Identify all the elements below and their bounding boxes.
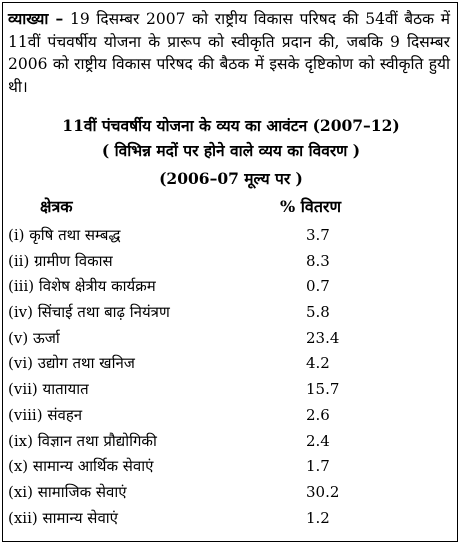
intro-text: 19 दिसम्बर 2007 को राष्ट्रीय विकास परिषद की 54वीं बैठक में 11वीं पंचवर्षीय योजना के प्रारूप को स्वीकृति प्रदान की, जबकि 9 दिसम्बर 2006 को राष्ट्रीय विकास परिषद की बैठक में इसके दृष्टिकोण को स्वीकृति हुयी थी। (8, 10, 451, 96)
intro-paragraph (8, 8, 450, 98)
table-row (8, 352, 448, 378)
distribution-value: 3.7 (306, 226, 330, 244)
table-row (8, 378, 448, 404)
distribution-value: 30.2 (306, 482, 340, 501)
table-subtitle: ( विभिन्न मदों पर होने वाले व्यय का विवरण ) (101, 141, 361, 160)
sector-label: (ix) विज्ञान तथा प्रौद्योगिकी (8, 431, 157, 450)
table-row (8, 327, 448, 353)
distribution-value: 8.3 (306, 251, 330, 270)
sector-label: (ii) ग्रामीण विकास (8, 251, 113, 270)
price-basis-note: (2006–07 मूल्य पर ) (159, 169, 303, 188)
intro-lead: व्याख्या – (8, 9, 64, 28)
sector-label: (vii) यातायात (8, 380, 89, 399)
distribution-value: 0.7 (306, 277, 330, 296)
sector-label: (iii) विशेष क्षेत्रीय कार्यक्रम (8, 277, 156, 296)
sector-label: (x) सामान्य आर्थिक सेवाएं (8, 457, 154, 476)
distribution-value: 2.6 (306, 405, 330, 424)
table-row (8, 455, 448, 481)
table-row (8, 404, 448, 430)
table-row (8, 224, 448, 250)
table-title: 11वीं पंचवर्षीय योजना के व्यय का आवंटन (2007–12) (62, 116, 400, 135)
sector-label: (v) ऊर्जा (8, 328, 60, 347)
sector-label: (vi) उद्योग तथा खनिज (8, 354, 135, 373)
column-header-sector: क्षेत्रक (40, 197, 73, 216)
sector-label: (viii) संवहन (8, 405, 83, 424)
distribution-value: 15.7 (306, 380, 340, 399)
table-row (8, 481, 448, 507)
distribution-value: 5.8 (306, 303, 330, 322)
table-row (8, 301, 448, 327)
sector-label: (xi) सामाजिक सेवाएं (8, 482, 127, 501)
distribution-value: 1.7 (306, 457, 330, 476)
distribution-value: 1.2 (306, 508, 330, 527)
table-row (8, 275, 448, 301)
table-row (8, 430, 448, 456)
sector-label: (i) कृषि तथा सम्बद्ध (8, 226, 121, 244)
column-header-distribution: % वितरण (280, 197, 342, 216)
table-row (8, 250, 448, 276)
allocation-table (8, 224, 448, 532)
table-row (8, 507, 448, 533)
distribution-value: 2.4 (306, 431, 330, 450)
distribution-value: 23.4 (306, 328, 340, 347)
sector-label: (iv) सिंचाई तथा बाढ़ नियंत्रण (8, 303, 170, 322)
distribution-value: 4.2 (306, 354, 330, 373)
sector-label: (xii) सामान्य सेवाएं (8, 508, 118, 527)
